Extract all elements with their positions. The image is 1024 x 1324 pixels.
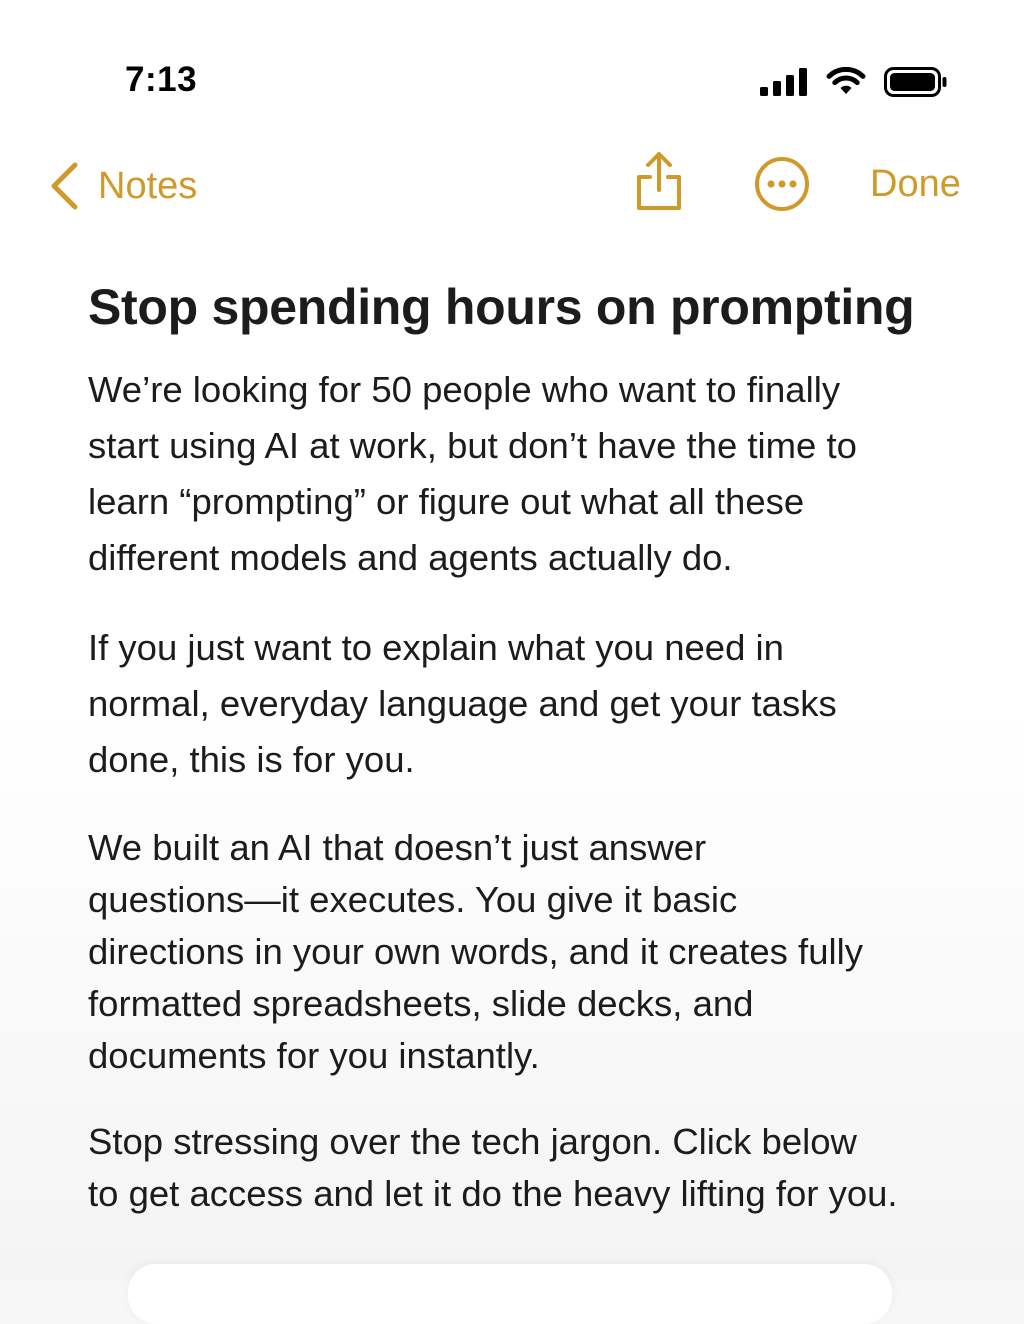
back-label: Notes: [98, 165, 198, 207]
status-icons: [760, 66, 948, 98]
battery-icon: [884, 67, 948, 97]
note-paragraph: Stop stressing over the tech jargon. Click below to get access and let it do the heavy lifting for you.: [88, 1121, 898, 1214]
bottom-card: [128, 1264, 892, 1324]
wifi-icon: [826, 67, 866, 97]
note-paragraph: If you just want to explain what you need in normal, everyday language and get your tasks done, this is for you.: [88, 627, 837, 780]
status-bar: [0, 0, 1024, 130]
status-time: 7:13: [125, 60, 198, 99]
note-paragraph: We built an AI that doesn’t just answer questions—it executes. You give it basic directions in your own words, and it creates fully formatted spreadsheets, slide decks, and documents for you instantly.: [88, 827, 863, 1076]
ellipsis-circle-icon[interactable]: [754, 156, 810, 212]
nav-bar: [0, 140, 1024, 230]
note-body[interactable]: [88, 272, 968, 1220]
done-button[interactable]: Done: [870, 163, 961, 205]
share-icon[interactable]: [632, 150, 686, 214]
note-paragraph: We’re looking for 50 people who want to finally start using AI at work, but don’t have the time to learn “prompting” or figure out what all these different models and agents actually do.: [88, 369, 857, 578]
note-title: Stop spending hours on prompting: [88, 279, 915, 335]
back-to-notes-button[interactable]: [48, 158, 197, 214]
chevron-left-icon: [48, 161, 80, 211]
cellular-signal-icon: [760, 68, 808, 96]
